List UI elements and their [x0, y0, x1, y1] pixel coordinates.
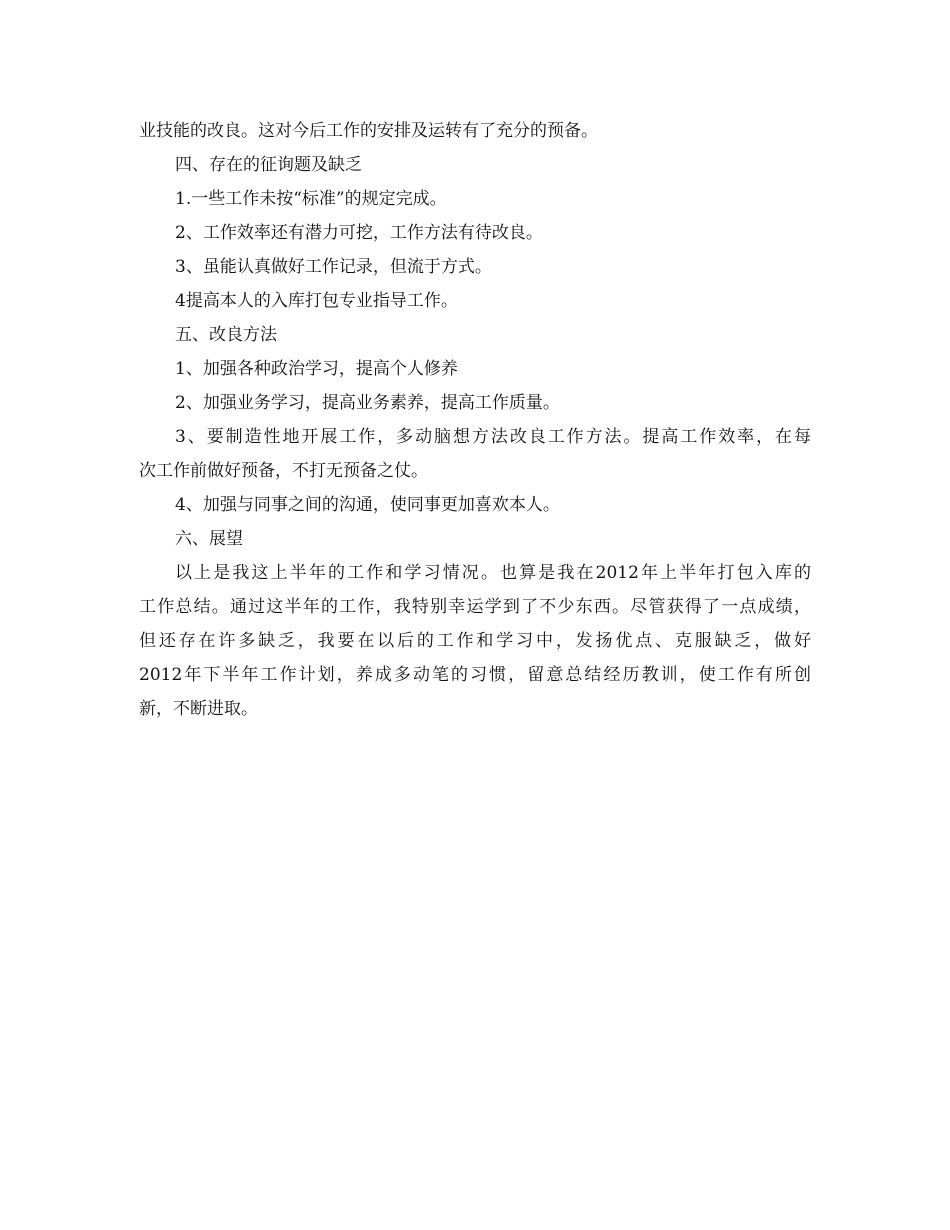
paragraph-line: 以上是我这上半年的工作和学习情况。也算是我在2012年上半年打包入库的	[175, 563, 811, 583]
list-item: 2、加强业务学习，提高业务素养，提高工作质量。	[175, 393, 560, 413]
paragraph-line: 工作总结。通过这半年的工作，我特别幸运学到了不少东西。尽管获得了一点成绩，	[139, 597, 811, 617]
document-body	[139, 114, 811, 726]
list-item: 4、加强与同事之间的沟通，使同事更加喜欢本人。	[175, 495, 560, 515]
paragraph-line: 新，不断进取。	[139, 699, 258, 719]
list-item: 3、虽能认真做好工作记录，但流于方式。	[175, 257, 492, 277]
paragraph-line: 2012年下半年工作计划，养成多动笔的习惯，留意总结经历教训，使工作有所创	[139, 665, 811, 685]
list-item: 2、工作效率还有潜力可挖，工作方法有待改良。	[175, 223, 543, 243]
paragraph-line: 但还存在许多缺乏，我要在以后的工作和学习中，发扬优点、克服缺乏，做好	[139, 631, 811, 651]
list-item: 4提高本人的入库打包专业指导工作。	[175, 291, 458, 311]
section-heading-improvement: 五、改良方法	[175, 325, 277, 345]
section-heading-issues: 四、存在的征询题及缺乏	[175, 155, 362, 175]
paragraph-line: 业技能的改良。这对今后工作的安排及运转有了充分的预备。	[139, 121, 598, 141]
list-item-continuation: 次工作前做好预备，不打无预备之仗。	[139, 461, 428, 481]
section-heading-outlook: 六、展望	[175, 529, 243, 549]
list-item: 1.一些工作未按“标准”的规定完成。	[175, 189, 447, 209]
list-item: 1、加强各种政治学习，提高个人修养	[175, 359, 458, 379]
list-item: 3、要制造性地开展工作，多动脑想方法改良工作方法。提高工作效率，在每	[175, 427, 811, 447]
